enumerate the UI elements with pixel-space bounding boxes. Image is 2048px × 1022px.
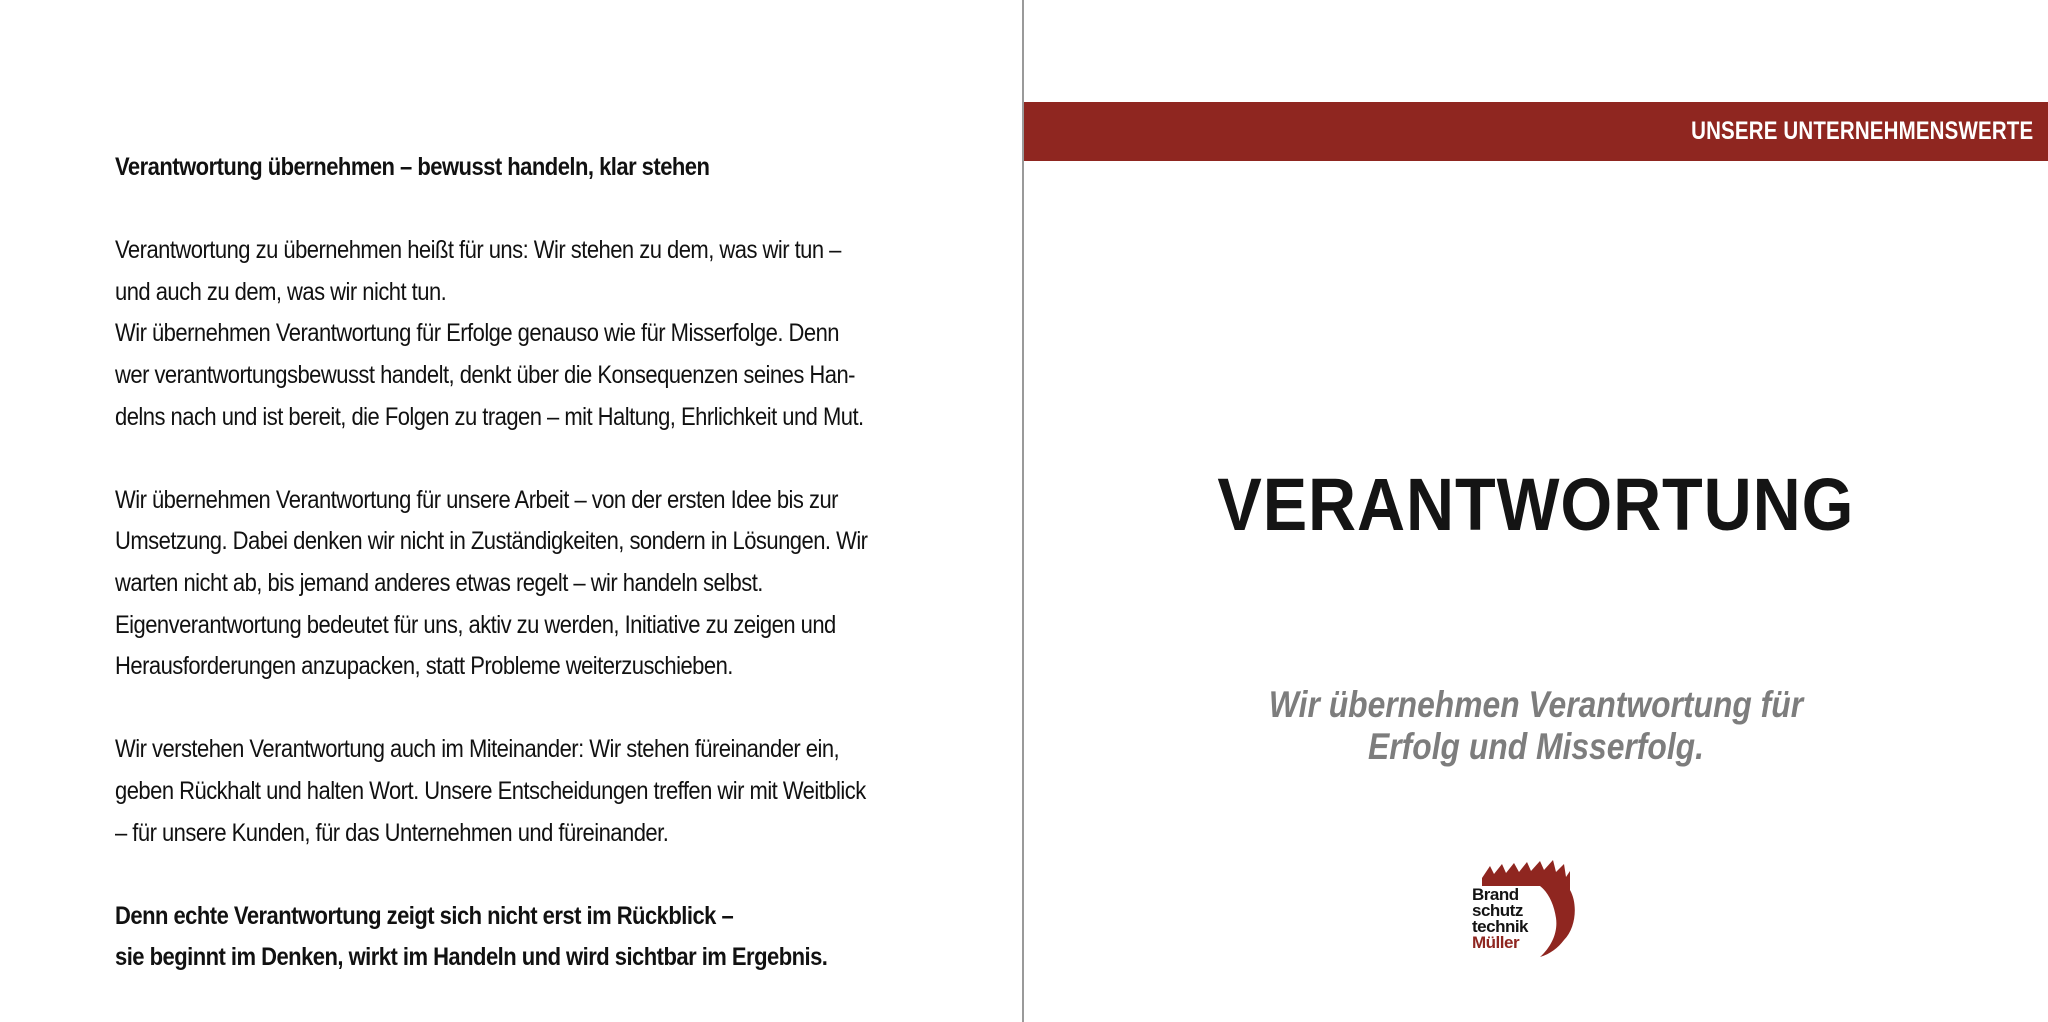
left-page [0,0,1022,1022]
paragraph-gap [115,688,965,730]
paragraph-gap [115,854,965,896]
logo-text-schutz: schutz [1472,901,1523,920]
paragraph-line: Umsetzung. Dabei denken wir nicht in Zuständigkeiten, sondern in Lösungen. Wir [115,527,868,556]
closing-statement: sie beginnt im Denken, wirkt im Handeln und wird sichtbar im Ergebnis. [115,943,828,972]
paragraph-gap [115,438,965,480]
paragraph-line: Wir übernehmen Verantwortung für unsere Arbeit – von der ersten Idee bis zur [115,485,838,514]
logo-text-mueller: Müller [1472,933,1520,952]
section-heading: Verantwortung übernehmen – bewusst handeln, klar stehen [115,153,710,181]
subtitle-line: Wir übernehmen Verantwortung für [1268,684,1804,725]
paragraph-line: warten nicht ab, bis jemand anderes etwas regelt – wir handeln selbst. [115,568,763,597]
values-banner [1024,102,2048,161]
paragraph-line: Verantwortung zu übernehmen heißt für uns: Wir stehen zu dem, was wir tun – [115,236,841,265]
paragraph-line: Eigenverantwortung bedeutet für uns, aktiv zu werden, Initiative zu zeigen und [115,610,836,639]
logo-text-technik: technik [1472,917,1529,936]
paragraph-line: – für unsere Kunden, für das Unternehmen und füreinander. [115,818,669,847]
paragraph-line: geben Rückhalt und halten Wort. Unsere Entscheidungen treffen wir mit Weitblick [115,776,866,805]
subtitle [1024,684,2048,768]
paragraph-line: und auch zu dem, was wir nicht tun. [115,277,447,306]
banner-label: UNSERE UNTERNEHMENSWERTE [1690,117,2033,145]
paragraph-line: Wir verstehen Verantwortung auch im Miteinander: Wir stehen füreinander ein, [115,735,840,764]
closing-statement: Denn echte Verantwortung zeigt sich nicht erst im Rückblick – [115,901,734,930]
paragraph-gap [115,189,965,231]
company-logo [1470,860,1590,960]
page-title [1024,460,2048,550]
page-title-text: VERANTWORTUNG [1217,463,1855,546]
subtitle-line: Erfolg und Misserfolg. [1368,726,1704,767]
paragraph-line: delns nach und ist bereit, die Folgen zu tragen – mit Haltung, Ehrlichkeit und Mut. [115,402,864,431]
paragraph-line: wer verantwortungsbewusst handelt, denkt über die Konsequenzen seines Han- [115,360,855,389]
logo-text-brand: Brand [1472,885,1519,904]
right-page [1024,0,2048,1022]
body-text [115,147,965,979]
paragraph-line: Wir übernehmen Verantwortung für Erfolge genauso wie für Misserfolge. Denn [115,319,839,348]
paragraph-line: Herausforderungen anzupacken, statt Probleme weiterzuschieben. [115,652,733,681]
